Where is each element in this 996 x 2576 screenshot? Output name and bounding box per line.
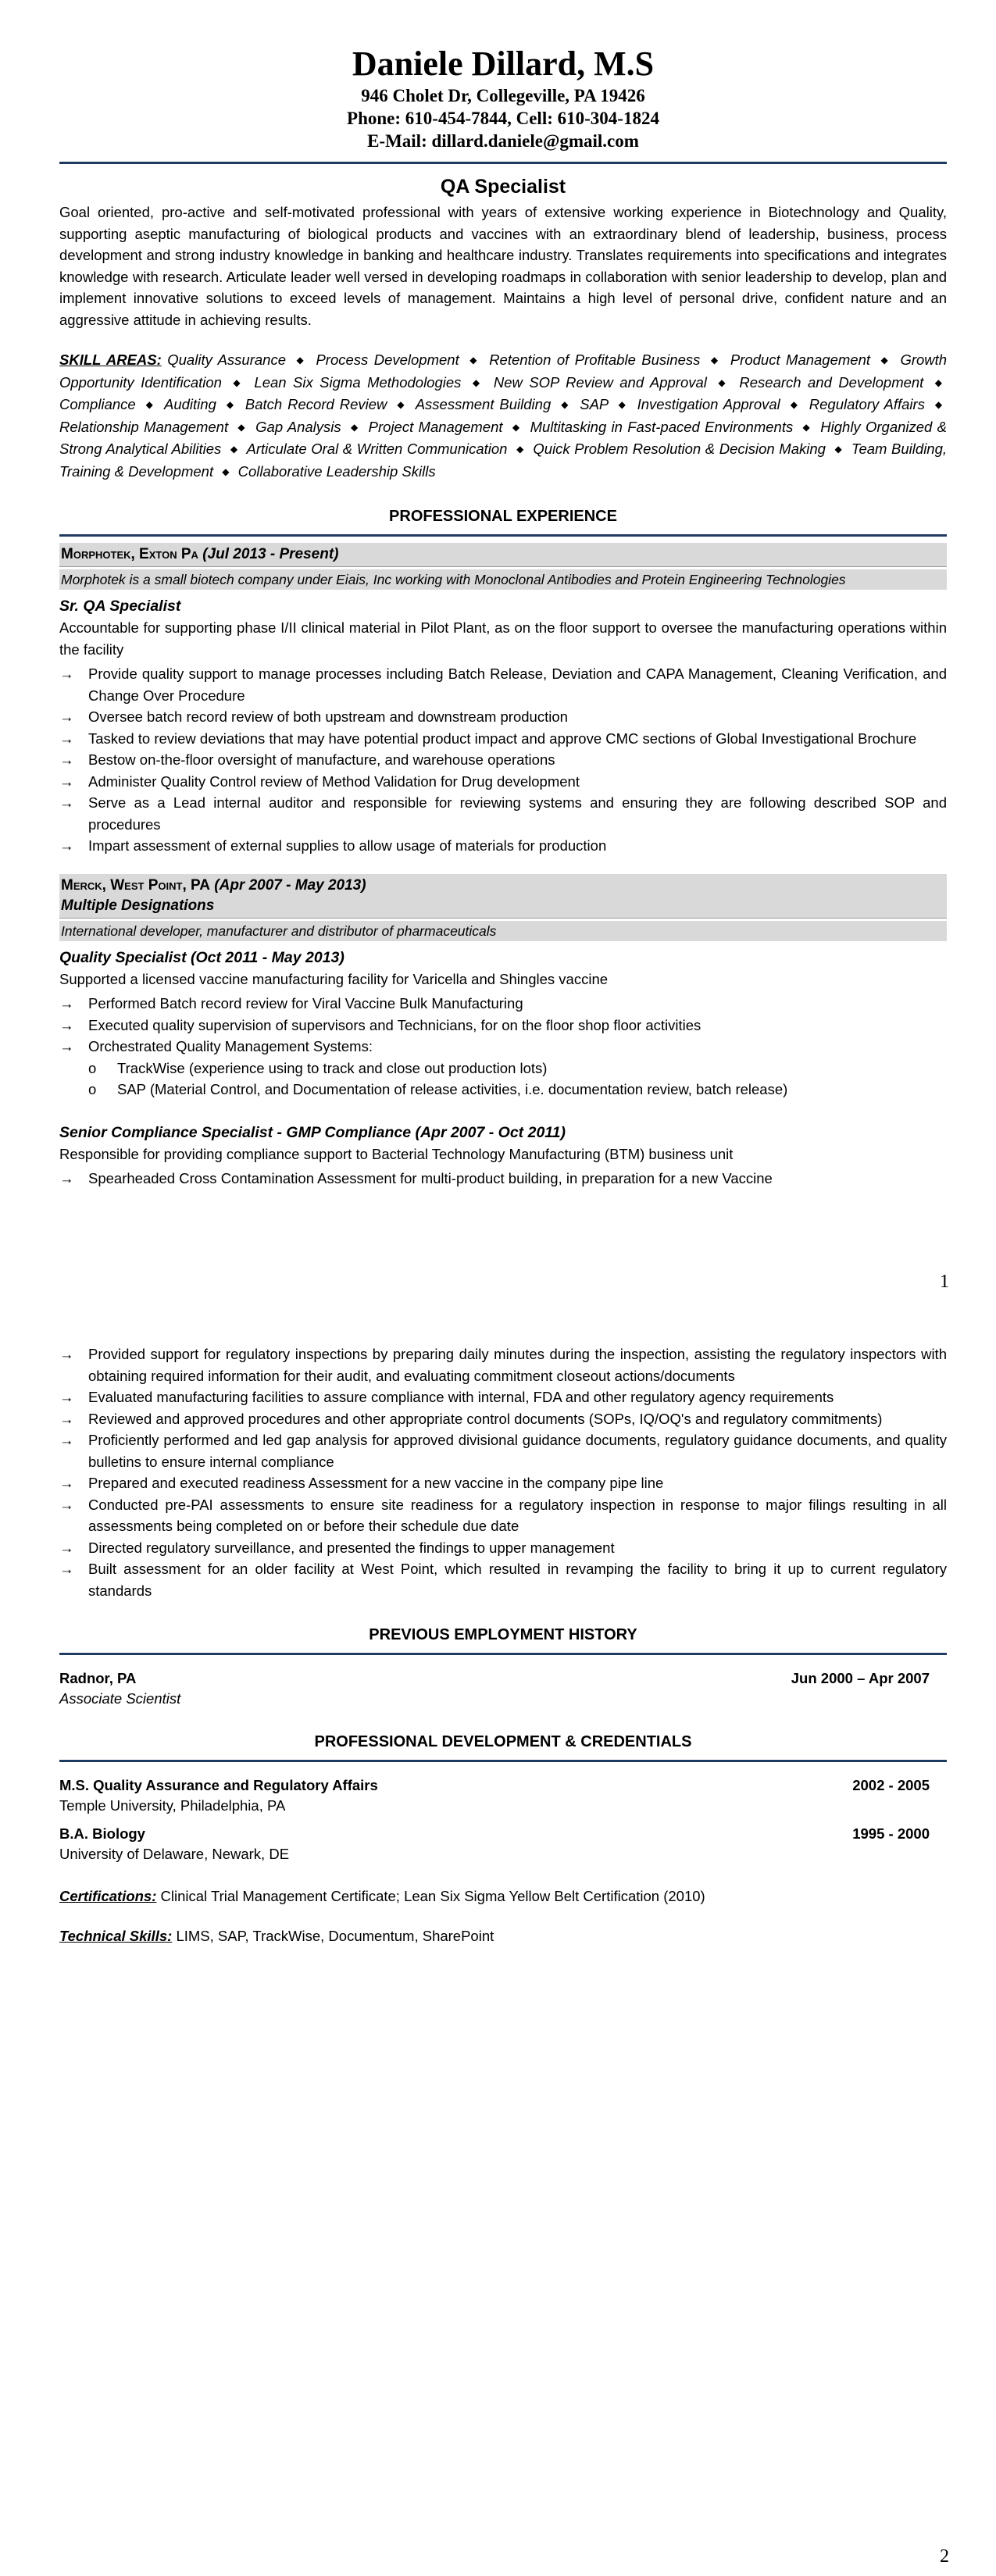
- address: 946 Cholet Dr, Collegeville, PA 19426: [361, 86, 645, 105]
- diamond-separator-icon: ◆: [145, 399, 155, 410]
- arrow-bullet-icon: →: [59, 1496, 74, 1513]
- sub-bullet-list: [59, 1058, 947, 1101]
- bullet-text: Performed Batch record review for Viral Vaccine Bulk Manufacturing: [88, 995, 523, 1011]
- designations: Multiple Designations: [61, 897, 215, 914]
- bullet-item: [59, 706, 947, 728]
- bullet-item: [59, 728, 947, 750]
- skill-item: Quick Problem Resolution & Decision Making: [533, 441, 826, 457]
- bullet-item: [59, 1558, 947, 1601]
- role-title: Senior Compliance Specialist - GMP Compliance (Apr 2007 - Oct 2011): [59, 1123, 566, 1141]
- arrow-bullet-icon: →: [59, 1389, 74, 1405]
- skill-item: Project Management: [368, 418, 503, 435]
- diamond-separator-icon: ◆: [516, 444, 524, 455]
- bullet-text: Evaluated manufacturing facilities to assure compliance with internal, FDA and other regulatory agency requirements: [88, 1389, 834, 1405]
- diamond-separator-icon: ◆: [718, 376, 728, 388]
- bullet-text: Proficiently performed and led gap analysis for approved divisional guidance documents, regulatory guidance documents, and quality bulletins to ensure internal compliance: [88, 1432, 947, 1470]
- role-title: Quality Specialist (Oct 2011 - May 2013): [59, 948, 344, 966]
- skill-item: Highly Organized & Strong Analytical Abilities: [59, 418, 947, 457]
- skill-item: Articulate Oral & Written Communication: [246, 441, 508, 457]
- bullet-item: [59, 1494, 947, 1537]
- degree-years: 2002 - 2005: [852, 1777, 930, 1793]
- skill-item: Auditing: [164, 396, 216, 412]
- bullet-item: [59, 1429, 947, 1472]
- arrow-bullet-icon: →: [59, 772, 74, 790]
- page-number: 2: [940, 2546, 949, 2567]
- diamond-separator-icon: ◆: [934, 376, 943, 388]
- job-title: QA Specialist: [440, 176, 566, 198]
- diamond-separator-icon: ◆: [469, 355, 479, 366]
- diamond-separator-icon: ◆: [618, 399, 627, 410]
- diamond-separator-icon: ◆: [233, 376, 243, 388]
- arrow-bullet-icon: →: [59, 995, 74, 1011]
- skill-item: Team Building, Training & Development: [59, 441, 948, 480]
- diamond-separator-icon: ◆: [561, 399, 570, 410]
- bullet-item: [59, 771, 947, 793]
- bullet-text: SAP (Material Control, and Documentation of release activities, i.e. documentation review, batch release): [117, 1081, 788, 1097]
- bullet-item: [59, 835, 947, 857]
- arrow-bullet-icon: →: [59, 1561, 74, 1577]
- bullet-text: Conducted pre-PAI assessments to ensure site readiness for a regulatory inspection in response to major filings resulting in all assessments being completed on or before their schedule due date: [88, 1496, 947, 1534]
- school: Temple University, Philadelphia, PA: [59, 1797, 286, 1814]
- diamond-separator-icon: ◆: [472, 376, 483, 388]
- arrow-bullet-icon: →: [59, 1016, 74, 1033]
- skill-item: Process Development: [316, 351, 459, 368]
- bullet-item: [59, 749, 947, 771]
- candidate-name: Daniele Dillard, M.S: [352, 45, 655, 83]
- degree-years: 1995 - 2000: [852, 1825, 930, 1842]
- bullet-item: [59, 1386, 947, 1408]
- bullet-item: [59, 1168, 947, 1190]
- skill-item: Relationship Management: [59, 418, 229, 435]
- company-dates: (Apr 2007 - May 2013): [214, 876, 366, 894]
- circle-bullet-icon: o: [88, 1081, 97, 1097]
- education-divider: [59, 1760, 947, 1762]
- section-heading-previous: PREVIOUS EMPLOYMENT HISTORY: [369, 1626, 637, 1643]
- diamond-separator-icon: ◆: [880, 355, 891, 366]
- arrow-bullet-icon: →: [59, 1346, 74, 1362]
- degree: M.S. Quality Assurance and Regulatory Affairs: [59, 1777, 378, 1793]
- page-2: [0, 1297, 996, 2576]
- arrow-bullet-icon: →: [59, 1410, 74, 1427]
- bullet-text: Bestow on-the-floor oversight of manufacture, and warehouse operations: [88, 751, 555, 768]
- company-merck: [59, 874, 947, 919]
- previous-employment: [59, 1668, 947, 1689]
- bullet-list: [59, 663, 947, 857]
- arrow-bullet-icon: →: [59, 1475, 74, 1491]
- previous-role: Associate Scientist: [59, 1690, 181, 1707]
- arrow-bullet-icon: →: [59, 1038, 74, 1054]
- skill-item: Multitasking in Fast-paced Environments: [530, 418, 794, 435]
- bullet-text: Serve as a Lead internal auditor and responsible for reviewing systems and ensuring they are following described SOP and procedures: [88, 794, 947, 833]
- bullet-text: Administer Quality Control review of Method Validation for Drug development: [88, 772, 580, 790]
- technical-skills-value: LIMS, SAP, TrackWise, Documentum, SharePoint: [176, 1928, 494, 1944]
- role-description: Responsible for providing compliance support to Bacterial Technology Manufacturing (BTM) business unit: [59, 1145, 734, 1162]
- sub-bullet-item: [88, 1058, 947, 1079]
- bullet-list: [59, 1343, 947, 1601]
- bullet-text: Built assessment for an older facility at West Point, which resulted in revamping the facility to bring it up to current regulatory standards: [88, 1561, 947, 1599]
- certifications-value: Clinical Trial Management Certificate; Lean Six Sigma Yellow Belt Certification (2010): [160, 1888, 705, 1904]
- bullet-text: Impart assessment of external supplies to allow usage of materials for production: [88, 837, 607, 854]
- skill-areas: [59, 349, 947, 483]
- technical-skills: [59, 1925, 947, 1946]
- company-name: Morphotek, Exton Pa: [61, 546, 198, 562]
- arrow-bullet-icon: →: [59, 751, 74, 768]
- skill-item: Regulatory Affairs: [809, 396, 925, 412]
- sub-bullet-item: [88, 1079, 947, 1101]
- diamond-separator-icon: ◆: [790, 399, 799, 410]
- skill-item: Lean Six Sigma Methodologies: [254, 373, 462, 391]
- diamond-separator-icon: ◆: [934, 399, 943, 410]
- company-description: International developer, manufacturer and distributor of pharmaceuticals: [59, 921, 947, 941]
- skill-item: New SOP Review and Approval: [493, 373, 707, 391]
- arrow-bullet-icon: →: [59, 665, 74, 682]
- skill-item: Retention of Profitable Business: [489, 351, 701, 368]
- bullet-item: [59, 1015, 947, 1036]
- bullet-text: Tasked to review deviations that may have potential product impact and approve CMC sections of Global Investigational Brochure: [88, 730, 917, 747]
- skill-item: Growth Opportunity Identification: [59, 351, 948, 391]
- bullet-text: Spearheaded Cross Contamination Assessment for multi-product building, in preparation for a new Vaccine: [88, 1170, 773, 1186]
- bullet-item: [59, 993, 947, 1015]
- role-description: Supported a licensed vaccine manufacturing facility for Varicella and Shingles vaccine: [59, 970, 609, 987]
- bullet-text: Directed regulatory surveillance, and presented the findings to upper management: [88, 1539, 615, 1556]
- skill-list: [59, 351, 947, 480]
- bullet-text: Provided support for regulatory inspections by preparing daily minutes during the inspection, assisting the regulatory inspectors with obtaining required information for their audit, and evaluating commitment closeout actions/documents: [88, 1346, 947, 1384]
- company-name: Merck, West Point, PA: [61, 876, 210, 894]
- role-title: Sr. QA Specialist: [59, 598, 181, 615]
- bullet-list: [59, 1168, 947, 1190]
- diamond-separator-icon: ◆: [802, 421, 811, 433]
- arrow-bullet-icon: →: [59, 1432, 74, 1448]
- role-description: Accountable for supporting phase I/II clinical material in Pilot Plant, as on the floor support to oversee the manufacturing operations within the facility: [59, 619, 947, 658]
- diamond-separator-icon: ◆: [230, 444, 238, 455]
- diamond-separator-icon: ◆: [350, 421, 359, 433]
- bullet-item: [59, 1343, 947, 1386]
- arrow-bullet-icon: →: [59, 1539, 74, 1556]
- skill-item: Gap Analysis: [255, 418, 341, 435]
- bullet-text: Provide quality support to manage processes including Batch Release, Deviation and CAPA Management, Cleaning Verification, and Change Over Procedure: [88, 665, 947, 704]
- bullet-list: [59, 993, 947, 1058]
- bullet-item: [59, 792, 947, 835]
- experience-divider: [59, 534, 947, 537]
- bullet-item: [59, 663, 947, 706]
- bullet-text: Orchestrated Quality Management Systems:: [88, 1038, 373, 1054]
- diamond-separator-icon: ◆: [512, 421, 521, 433]
- company-morphotek: [59, 543, 947, 567]
- certifications-label: Certifications:: [59, 1888, 157, 1904]
- arrow-bullet-icon: →: [59, 794, 74, 811]
- dates: Jun 2000 – Apr 2007: [791, 1670, 930, 1686]
- diamond-separator-icon: ◆: [296, 355, 305, 366]
- bullet-item: [59, 1537, 947, 1559]
- bullet-item: [59, 1408, 947, 1430]
- diamond-separator-icon: ◆: [397, 399, 406, 410]
- arrow-bullet-icon: →: [59, 1170, 74, 1186]
- diamond-separator-icon: ◆: [237, 421, 246, 433]
- degree-ba: [59, 1823, 947, 1844]
- skill-item: Investigation Approval: [637, 396, 780, 412]
- bullet-text: Prepared and executed readiness Assessment for a new vaccine in the company pipe line: [88, 1475, 664, 1491]
- summary: Goal oriented, pro-active and self-motivated professional with years of extensive working experience in Biotechnology and Quality, supporting aseptic manufacturing of biological products and vaccines with an extraordinary blend of leadership, business, process development and strong industry knowledge in banking and healthcare industry. Translates requirements into specifications and integrates knowledge with research. Articulate leader well versed in developing roadmaps in collaboration with senior leadership to develop, plan and implement innovative solutions to exceed levels of management. Maintains a high level of personal drive, confident nature and an aggressive attitude in achieving results.: [59, 204, 947, 328]
- location: Radnor, PA: [59, 1670, 137, 1686]
- page-number: 1: [940, 1272, 949, 1292]
- section-heading-experience: PROFESSIONAL EXPERIENCE: [389, 508, 617, 525]
- arrow-bullet-icon: →: [59, 730, 74, 747]
- skill-item: Compliance: [59, 396, 136, 412]
- company-dates: (Jul 2013 - Present): [202, 546, 339, 562]
- bullet-item: [59, 1036, 947, 1058]
- bullet-text: Oversee batch record review of both upstream and downstream production: [88, 708, 568, 725]
- arrow-bullet-icon: →: [59, 708, 74, 725]
- skill-item: Assessment Building: [415, 396, 552, 412]
- school: University of Delaware, Newark, DE: [59, 1846, 290, 1862]
- email: E-Mail: dillard.daniele@gmail.com: [367, 131, 639, 151]
- diamond-separator-icon: ◆: [226, 399, 235, 410]
- bullet-text: Executed quality supervision of supervisors and Technicians, for on the floor shop floor activities: [88, 1016, 701, 1033]
- skill-item: Collaborative Leadership Skills: [237, 462, 436, 480]
- skill-item: Batch Record Review: [245, 396, 387, 412]
- diamond-separator-icon: ◆: [834, 444, 843, 455]
- skill-item: Product Management: [730, 351, 871, 368]
- circle-bullet-icon: o: [88, 1059, 97, 1076]
- arrow-bullet-icon: →: [59, 837, 74, 854]
- skill-item: Quality Assurance: [167, 351, 286, 368]
- bullet-text: TrackWise (experience using to track and close out production lots): [117, 1059, 548, 1076]
- skill-areas-label: SKILL AREAS:: [59, 351, 162, 368]
- bullet-item: [59, 1472, 947, 1494]
- resume-header: [59, 44, 947, 152]
- skill-item: SAP: [580, 396, 609, 412]
- diamond-separator-icon: ◆: [222, 466, 230, 477]
- degree-ms: [59, 1775, 947, 1796]
- skill-item: Research and Development: [739, 373, 924, 391]
- bullet-text: Reviewed and approved procedures and other appropriate control documents (SOPs, IQ/OQ's and regulatory commitments): [88, 1410, 883, 1427]
- certifications: [59, 1886, 947, 1907]
- section-heading-education: PROFESSIONAL DEVELOPMENT & CREDENTIALS: [314, 1733, 692, 1750]
- header-divider: [59, 162, 947, 164]
- degree: B.A. Biology: [59, 1825, 145, 1842]
- phone: Phone: 610-454-7844, Cell: 610-304-1824: [347, 109, 659, 128]
- diamond-separator-icon: ◆: [710, 355, 720, 366]
- company-description: Morphotek is a small biotech company under Eiais, Inc working with Monoclonal Antibodies and Protein Engineering Technologies: [59, 569, 947, 590]
- previous-divider: [59, 1653, 947, 1655]
- technical-skills-label: Technical Skills:: [59, 1928, 173, 1944]
